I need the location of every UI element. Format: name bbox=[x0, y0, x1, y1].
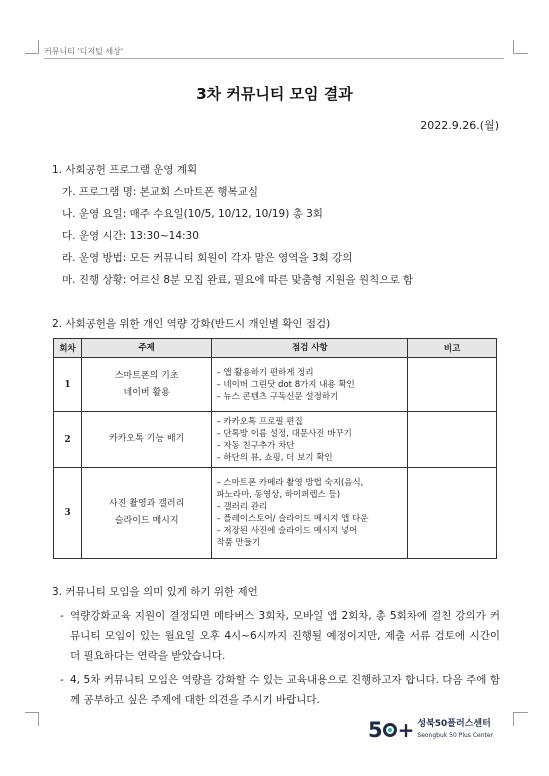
topic-cell bbox=[81, 468, 212, 559]
corner-mark-top-right bbox=[500, 40, 514, 54]
section-2-heading: 2. 사회공헌을 위한 개인 역량 강화(반드시 개인별 확인 점검) bbox=[52, 318, 331, 330]
check-item: – 플레이스토어/ 슬라이드 메시지 앱 다운 bbox=[216, 514, 369, 524]
bullet-dash: - bbox=[60, 610, 64, 622]
column-header-round: 회차 bbox=[54, 339, 82, 358]
check-item: – 하단의 뷰, 쇼핑, 더 보기 확인 bbox=[216, 452, 333, 463]
corner-mark-bottom-right bbox=[500, 712, 514, 726]
note-cell bbox=[408, 412, 497, 468]
check-item: 작품 만들기 bbox=[216, 538, 261, 548]
checks-cell bbox=[212, 358, 408, 412]
topic-line: 사진 촬영과 갤러리 bbox=[109, 499, 185, 509]
logo-plus: + bbox=[397, 718, 415, 742]
logo-english-name: Seongbuk 50 Plus Center bbox=[417, 732, 494, 739]
logo-ring-icon bbox=[383, 723, 397, 737]
column-header-note: 비고 bbox=[408, 339, 497, 358]
section-1-item: 나. 운영 요일: 매주 수요일(10/5, 10/12, 10/19) 총 3회 bbox=[62, 208, 323, 220]
topic-line: 슬라이드 메시지 bbox=[114, 516, 179, 526]
check-item: – 갤러리 관리 bbox=[216, 502, 268, 512]
seongbuk-50plus-logo bbox=[368, 716, 493, 744]
logo-korean-name: 성북50플러스센터 bbox=[417, 719, 491, 729]
column-header-checks: 점검 사항 bbox=[212, 339, 408, 358]
check-item: – 뉴스 콘텐츠 구독신문 설정하기 bbox=[216, 391, 339, 402]
logo-text bbox=[417, 719, 493, 741]
round-number: 1 bbox=[54, 358, 82, 412]
proposal-paragraph bbox=[60, 606, 500, 666]
round-number: 3 bbox=[54, 468, 82, 559]
bullet-dash: - bbox=[60, 674, 64, 686]
paragraph-text: 4, 5차 커뮤니티 모임은 역량을 강화할 수 있는 교육내용으로 진행하고자 합니다. 다음 주에 함께 공부하고 싶은 주제에 대한 의견을 주시기 바랍니다. bbox=[70, 674, 500, 706]
check-item: – 카카오톡 프로필 편집 bbox=[216, 416, 303, 427]
document-date: 2022.9.26.(월) bbox=[420, 119, 499, 132]
table-header-row bbox=[54, 339, 497, 358]
topic-line: 네이버 활용 bbox=[123, 387, 170, 398]
topic-line: 스마트폰의 기초 bbox=[114, 370, 179, 381]
logo-number-5: 5 bbox=[368, 718, 382, 742]
topic-cell bbox=[81, 358, 212, 412]
check-item: 파노라마, 동영상, 하이퍼렙스 등) bbox=[216, 490, 341, 500]
topic-line: 카카오톡 기능 배기 bbox=[109, 434, 185, 444]
section-1-item: 다. 운영 시간: 13:30~14:30 bbox=[62, 230, 199, 242]
check-item: – 단톡방 이름 설정, 대문사진 바꾸기 bbox=[216, 428, 352, 439]
table-row bbox=[54, 468, 497, 559]
check-item: – 네이버 그린닷 dot 8가지 내용 확인 bbox=[216, 379, 355, 390]
check-item: – 앱 활용하기 편하게 정리 bbox=[216, 367, 314, 378]
round-number: 2 bbox=[54, 412, 82, 468]
checks-cell bbox=[212, 412, 408, 468]
section-3-heading: 3. 커뮤니티 모임을 의미 있게 하기 위한 제언 bbox=[52, 586, 258, 598]
header-divider bbox=[44, 58, 504, 59]
section-1-item: 라. 운영 방법: 모든 커뮤니티 회원이 각자 맡은 영역을 3회 강의 bbox=[62, 252, 353, 264]
check-item: – 저장된 사진에 슬라이드 메시지 넣어 bbox=[216, 526, 358, 536]
topic-cell bbox=[81, 412, 212, 468]
note-cell bbox=[408, 358, 497, 412]
section-1-item: 마. 진행 상황: 어르신 8분 모집 완료, 필요에 따른 맞춤형 지원을 원칙으로 함 bbox=[62, 274, 414, 286]
corner-mark-bottom-left bbox=[38, 712, 52, 726]
check-item: – 자동 친구추가 차단 bbox=[216, 440, 295, 451]
competency-table bbox=[53, 338, 497, 559]
checks-cell bbox=[212, 468, 408, 559]
document-title: 3차 커뮤니티 모임 결과 bbox=[196, 85, 353, 103]
proposal-paragraph bbox=[60, 670, 500, 710]
note-cell bbox=[408, 468, 497, 559]
table-row bbox=[54, 412, 497, 468]
section-1-heading: 1. 사회공헌 프로그램 운영 계획 bbox=[52, 164, 198, 176]
section-1-item: 가. 프로그램 명: 본교회 스마트폰 행복교실 bbox=[62, 186, 258, 198]
table-row bbox=[54, 358, 497, 412]
running-header: 커뮤니티 '디지털 세상' bbox=[44, 47, 124, 56]
column-header-topic: 주제 bbox=[81, 339, 212, 358]
paragraph-text: 역량강화교육 지원이 결정되면 메타버스 3회차, 모바일 앱 2회차, 총 5회차에 걸친 강의가 커뮤니티 모임이 있는 월요일 오후 4시~6시까지 진행될 예정이지만, 제출 서류 검토에 시간이 더 필요하다는 연락을 받았습니다. bbox=[70, 610, 500, 662]
check-item: – 스마트폰 카메라 촬영 방법 숙지(음식, bbox=[216, 478, 364, 488]
